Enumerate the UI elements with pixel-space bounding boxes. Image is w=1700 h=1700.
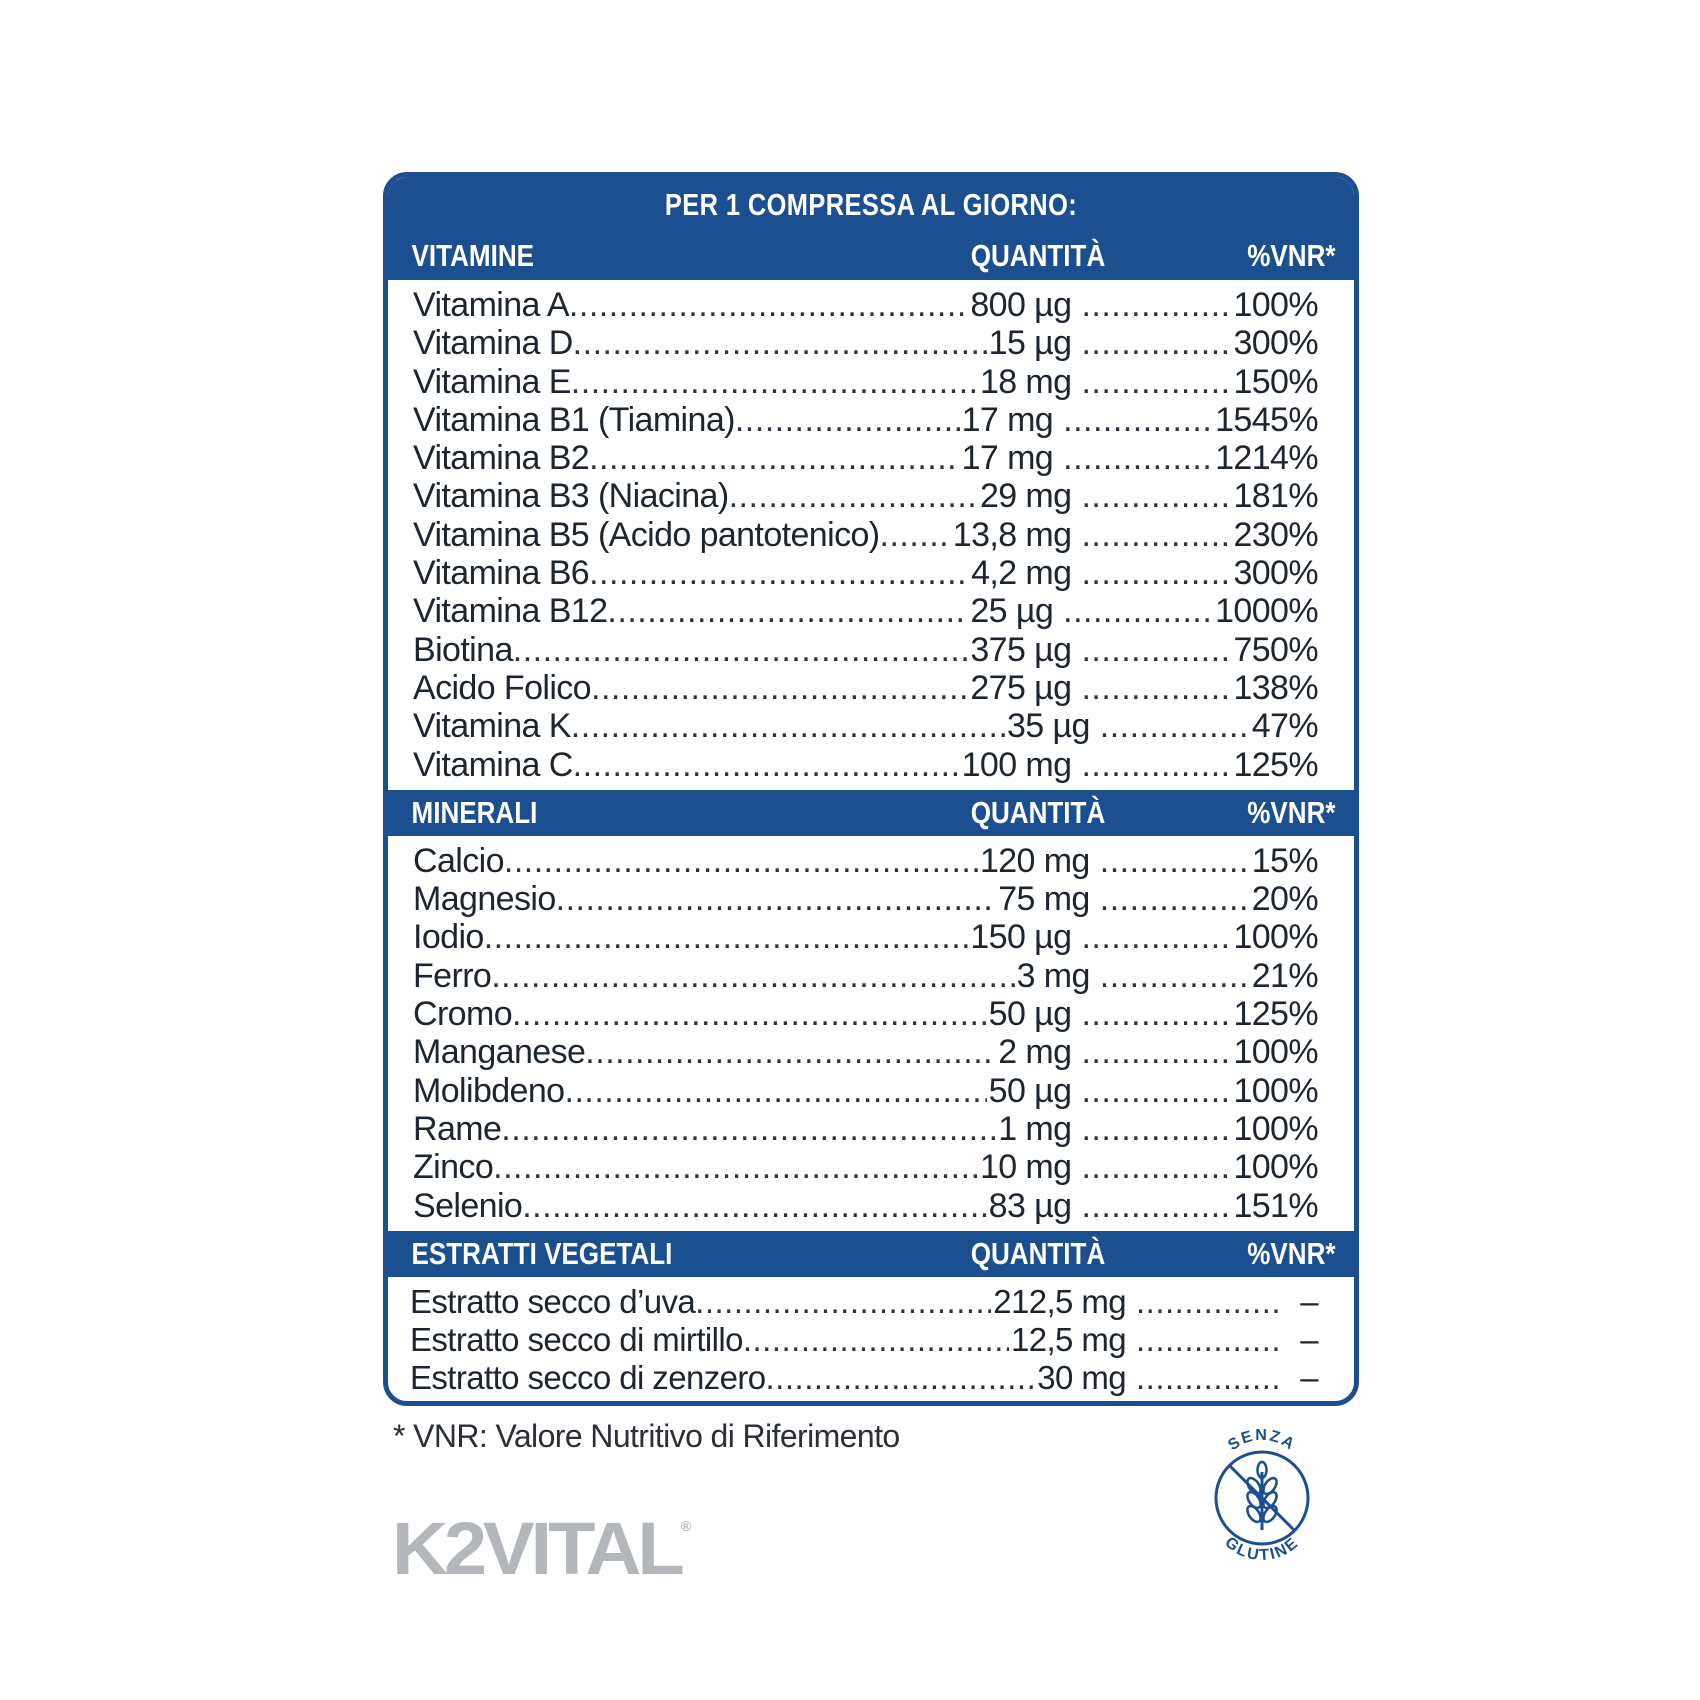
dot-leader [1081,1187,1227,1226]
nutrient-vnr: 100% [1233,1071,1318,1110]
nutrient-vnr: 100% [1233,1148,1318,1187]
nutrient-vnr: 20% [1251,880,1318,919]
nutrient-vnr: – [1300,1358,1318,1396]
dot-leader [1081,1110,1227,1149]
nutrient-name: Vitamina B1 (Tiamina) [413,400,735,439]
nutrient-vnr: 1214% [1215,439,1318,478]
nutrient-vnr: 125% [1233,995,1318,1034]
dot-leader [1081,631,1227,670]
nutrient-name: Biotina [413,630,513,669]
nutrient-name: Molibdeno [413,1071,565,1110]
mineral-row [388,880,1354,918]
dot-leader [1100,880,1246,919]
badge-top-text: SENZA [1225,1427,1299,1455]
nutrient-vnr: 1000% [1215,592,1318,631]
dot-leader [589,439,960,478]
nutrient-quantity: 1 mg [998,1109,1072,1148]
vitamin-row [388,401,1354,439]
nutrient-quantity: 275 µg [970,668,1072,707]
mineral-row [388,957,1354,995]
nutrient-name: Rame [413,1109,502,1148]
k2vital-logo [392,1506,691,1591]
nutrient-name: Iodio [413,918,484,957]
nutrient-name: Estratto secco di zenzero [410,1358,766,1396]
mineral-row [388,1110,1354,1148]
nutrient-name: Cromo [413,995,513,1034]
minerali-list [388,836,1354,1231]
nutrient-quantity: 18 mg [979,362,1072,401]
dot-leader [571,363,978,402]
dot-leader [1063,592,1209,631]
dot-leader [1081,324,1227,363]
mineral-row [388,995,1354,1033]
nutrient-name: Vitamina D [413,324,573,363]
minerali-section-label: MINERALI [411,794,538,830]
dot-leader [1081,995,1227,1034]
dot-leader [1081,669,1227,708]
nutrient-quantity: 17 mg [961,400,1054,439]
vitamin-row [388,631,1354,669]
dot-leader [1081,918,1227,957]
vitamin-row [388,439,1354,477]
quantita-column-label: QUANTITÀ [970,1235,1106,1271]
dot-leader [735,401,960,440]
vitamin-row [388,707,1354,745]
nutrient-quantity: 800 µg [970,286,1072,324]
nutrient-quantity: 29 mg [979,477,1072,516]
quantita-column-label: QUANTITÀ [970,794,1106,830]
nutrient-name: Calcio [413,841,504,880]
table-header [388,177,1354,280]
nutrient-name: Acido Folico [413,668,591,707]
nutrient-vnr: 1545% [1215,400,1318,439]
nutrient-name: Magnesio [413,880,556,919]
logo-text: K2VITAL [392,1507,681,1590]
dot-leader [1100,707,1246,746]
nutrient-name: Vitamina B2 [413,439,590,478]
nutrient-vnr: 151% [1233,1186,1318,1225]
mineral-row [388,1072,1354,1110]
vnr-footnote: * VNR: Valore Nutritivo di Riferimento [393,1418,900,1454]
dot-leader [1081,1072,1227,1111]
dot-leader [493,1148,978,1187]
nutrient-quantity: 4,2 mg [971,554,1072,593]
dot-leader [695,1283,991,1321]
nutrient-quantity: 2 mg [998,1033,1072,1072]
nutrient-vnr: 21% [1251,956,1318,995]
nutrient-name: Vitamina K [413,707,571,746]
vnr-column-label: %VNR* [1247,794,1336,830]
vitamin-row [388,363,1354,401]
nutrient-name: Vitamina B12 [413,592,608,631]
vitamine-column-header [388,238,1354,274]
vitamin-row [388,286,1354,324]
nutrition-facts-panel [383,172,1359,1406]
nutrient-quantity: 13,8 mg [952,515,1072,554]
dot-leader [1081,477,1227,516]
nutrient-vnr: 100% [1233,1033,1318,1072]
nutrient-quantity: 3 mg [1016,956,1090,995]
vitamine-section-label: VITAMINE [411,238,535,273]
dot-leader [1100,842,1246,881]
dot-leader [1081,286,1227,325]
nutrient-quantity: 25 µg [970,592,1054,631]
nutrient-name: Manganese [413,1033,586,1072]
nutrient-quantity: 83 µg [988,1186,1072,1225]
nutrient-quantity: 35 µg [1006,707,1090,746]
nutrient-quantity: 50 µg [988,1071,1072,1110]
dot-leader [1081,746,1227,785]
dot-leader [569,286,968,325]
vnr-column-label: %VNR* [1247,238,1336,273]
vitamin-row [388,746,1354,784]
registered-mark: ® [680,1518,692,1534]
nutrient-vnr: – [1300,1282,1318,1320]
nutrient-vnr: – [1300,1320,1318,1358]
nutrient-vnr: 15% [1251,841,1318,880]
badge-bottom-text: GLUTINE [1221,1534,1303,1565]
dot-leader [1100,957,1246,996]
nutrient-quantity: 75 mg [998,880,1090,919]
nutrient-name: Zinco [413,1148,494,1187]
nutrient-vnr: 138% [1233,668,1318,707]
nutrient-name: Selenio [413,1186,523,1225]
nutrient-quantity: 150 µg [970,918,1072,957]
extract-row [388,1321,1354,1359]
dot-leader [1136,1321,1282,1359]
dot-leader [589,554,969,593]
dot-leader [504,842,978,881]
nutrient-quantity: 30 mg [1037,1358,1126,1396]
nutrient-quantity: 212,5 mg [993,1282,1126,1320]
extract-row [388,1359,1354,1397]
dot-leader [573,746,960,785]
mineral-row [388,1033,1354,1071]
vitamin-row [388,669,1354,707]
vitamin-row [388,324,1354,362]
dot-leader [1063,401,1209,440]
nutrient-quantity: 15 µg [988,324,1072,363]
nutrient-quantity: 10 mg [979,1148,1072,1187]
minerali-header [388,790,1354,836]
nutrient-vnr: 230% [1233,515,1318,554]
nutrient-vnr: 47% [1251,707,1318,746]
nutrient-quantity: 50 µg [988,995,1072,1034]
nutrient-quantity: 100 mg [961,745,1072,784]
dot-leader [591,669,968,708]
nutrient-name: Estratto secco di mirtillo [410,1320,743,1358]
dot-leader [766,1359,1036,1397]
vitamin-row [388,516,1354,554]
dot-leader [556,880,997,919]
estratti-section-label: ESTRATTI VEGETALI [411,1235,673,1271]
dot-leader [743,1321,1009,1359]
gluten-free-badge [1190,1420,1330,1570]
dot-leader [522,1187,986,1226]
dot-leader [1081,1033,1227,1072]
dot-leader [729,477,978,516]
dot-leader [1081,554,1227,593]
nutrient-quantity: 120 mg [979,841,1090,880]
nutrient-name: Ferro [413,956,492,995]
crossed-grain-icon [1216,1452,1308,1544]
dot-leader [565,1072,987,1111]
nutrient-name: Vitamina E [413,362,571,401]
nutrient-name: Vitamina A [413,286,569,324]
estratti-list [388,1277,1354,1403]
dot-leader [513,631,969,670]
nutrient-name: Estratto secco d’uva [410,1282,696,1320]
dot-leader [607,592,968,631]
vitamin-row [388,592,1354,630]
mineral-row [388,918,1354,956]
mineral-row [388,1148,1354,1186]
dot-leader [484,918,969,957]
mineral-row [388,842,1354,880]
dot-leader [1081,1148,1227,1187]
nutrient-name: Vitamina B5 (Acido pantotenico) [413,515,880,554]
estratti-header [388,1231,1354,1277]
mineral-row [388,1187,1354,1225]
dot-leader [1063,439,1209,478]
nutrient-vnr: 100% [1233,1109,1318,1148]
dot-leader [1081,516,1227,555]
vitamin-row [388,477,1354,515]
nutrient-quantity: 17 mg [961,439,1054,478]
dot-leader [501,1110,996,1149]
dot-leader [573,324,987,363]
vitamine-list [388,280,1354,790]
nutrient-vnr: 181% [1233,477,1318,516]
vnr-column-label: %VNR* [1247,1235,1336,1271]
dot-leader [1136,1283,1282,1321]
nutrient-name: Vitamina B3 (Niacina) [413,477,729,516]
vitamin-row [388,554,1354,592]
dot-leader [1136,1359,1282,1397]
nutrient-vnr: 150% [1233,362,1318,401]
dot-leader [880,516,951,555]
nutrient-vnr: 100% [1233,918,1318,957]
nutrient-quantity: 12,5 mg [1010,1320,1126,1358]
quantita-column-label: QUANTITÀ [970,238,1106,273]
nutrient-quantity: 375 µg [970,630,1072,669]
extract-row [388,1283,1354,1321]
nutrient-name: Vitamina C [413,745,573,784]
nutrient-vnr: 300% [1233,554,1318,593]
dot-leader [571,707,1005,746]
dot-leader [1081,363,1227,402]
dot-leader [585,1033,996,1072]
nutrient-vnr: 300% [1233,324,1318,363]
dot-leader [491,957,1014,996]
nutrient-name: Vitamina B6 [413,554,590,593]
header-title: PER 1 COMPRESSA AL GIORNO: [664,187,1078,222]
nutrient-vnr: 125% [1233,745,1318,784]
nutrient-vnr: 750% [1233,630,1318,669]
dot-leader [512,995,987,1034]
nutrient-vnr: 100% [1233,286,1318,324]
